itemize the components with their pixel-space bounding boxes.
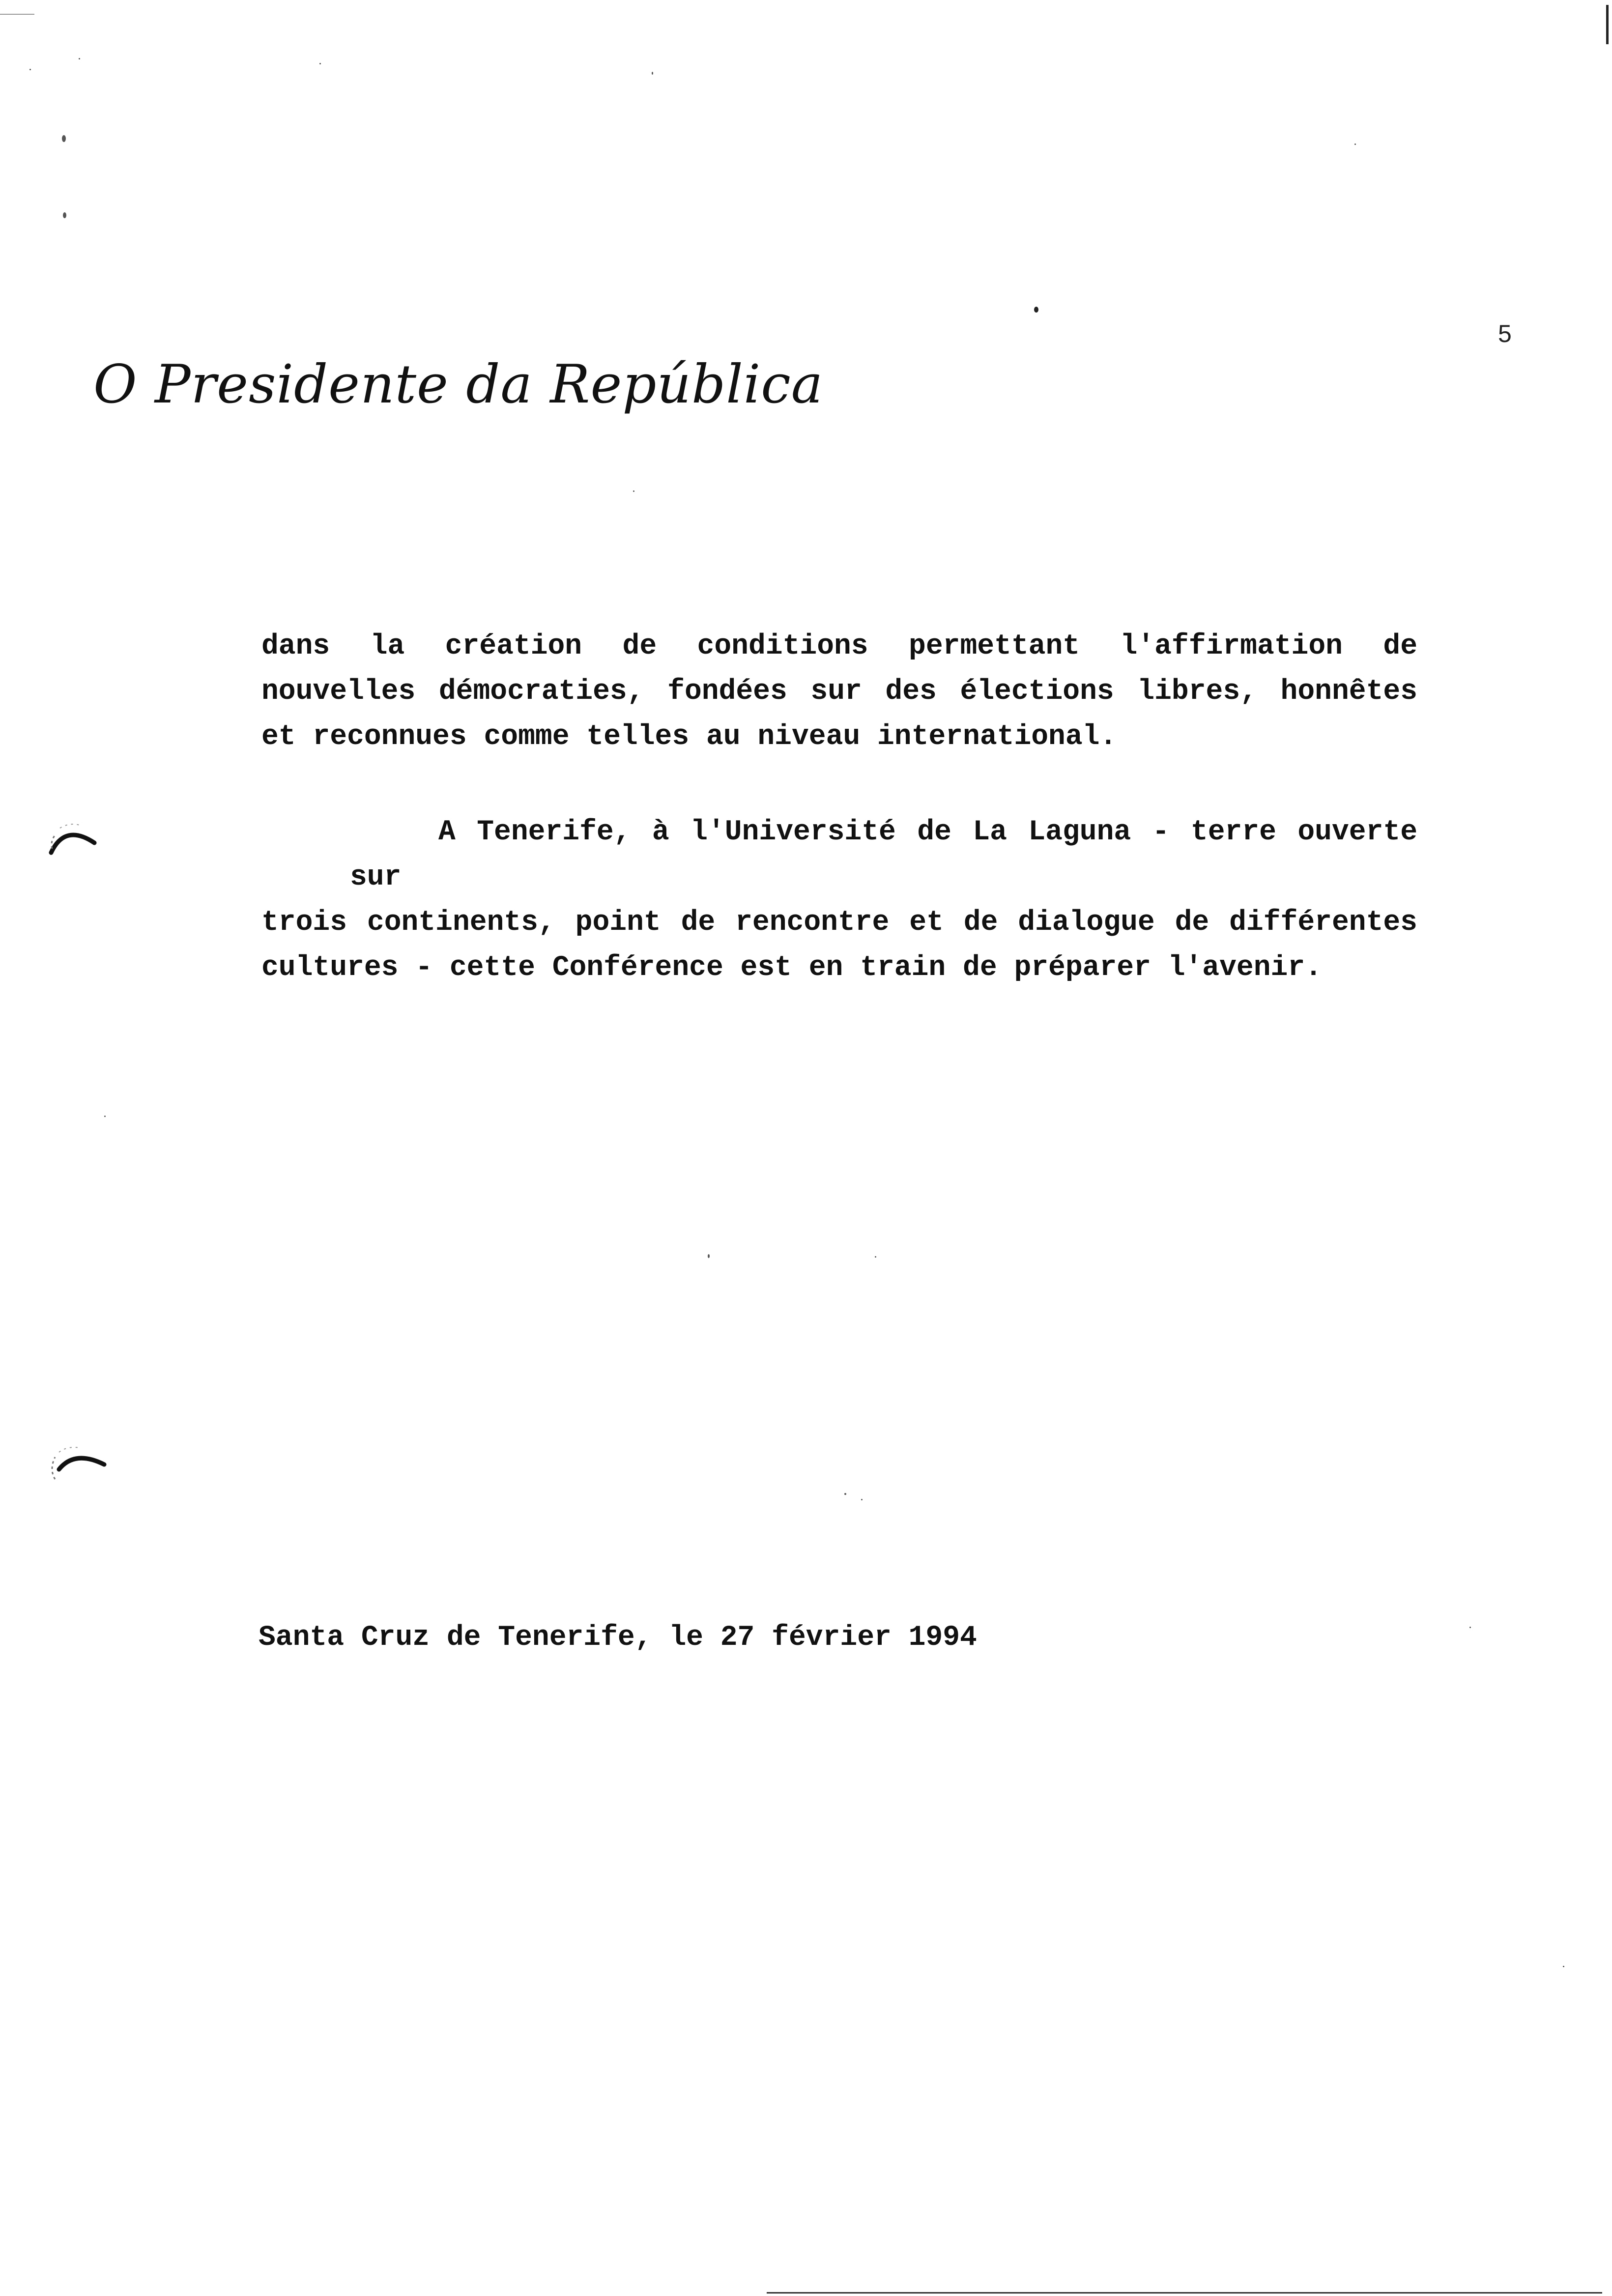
scan-speck bbox=[861, 1499, 863, 1500]
paragraph-1 bbox=[261, 624, 1417, 760]
paragraph-2-line-1: A Tenerife, à l'Université de La Laguna - terre ouverte sur bbox=[350, 816, 1417, 893]
scan-speck bbox=[63, 212, 66, 218]
scan-speck bbox=[62, 135, 66, 142]
scan-speck bbox=[1469, 1627, 1471, 1628]
scan-speck bbox=[708, 1254, 710, 1258]
paragraph-2-line-3: cultures - cette Conférence est en train de préparer l'avenir. bbox=[261, 952, 1322, 984]
closing-place-date: Santa Cruz de Tenerife, le 27 février 1994 bbox=[259, 1622, 977, 1654]
scan-speck bbox=[844, 1493, 846, 1495]
scan-speck bbox=[633, 490, 634, 492]
punch-hole-mark-icon bbox=[45, 813, 104, 867]
paragraph-1-line-1: dans la création de conditions permettant l'affirmation de bbox=[261, 631, 1417, 662]
punch-hole-mark-icon bbox=[45, 1435, 109, 1489]
paragraph-1-line-2: nouvelles démocraties, fondées sur des élections libres, honnêtes bbox=[261, 676, 1417, 708]
scan-artifact-top-rule bbox=[0, 14, 34, 15]
scan-speck bbox=[29, 69, 31, 70]
paragraph-2-line-2: trois continents, point de rencontre et de dialogue de différentes bbox=[261, 907, 1417, 939]
scan-speck bbox=[875, 1256, 876, 1258]
scan-artifact-bottom-rule bbox=[767, 2292, 1602, 2294]
scan-speck bbox=[104, 1116, 106, 1117]
scan-speck bbox=[652, 72, 653, 75]
scan-speck bbox=[1354, 144, 1356, 145]
scan-speck bbox=[79, 58, 80, 59]
paragraph-2 bbox=[261, 810, 1417, 991]
paragraph-1-line-3: et reconnues comme telles au niveau international. bbox=[261, 721, 1117, 753]
letterhead-title: O Presidente da República bbox=[93, 354, 824, 415]
page-number: 5 bbox=[1498, 320, 1512, 347]
scan-speck bbox=[319, 63, 321, 64]
scan-speck bbox=[1034, 307, 1038, 313]
scan-speck bbox=[1563, 1966, 1564, 1967]
scan-artifact-edge-mark bbox=[1606, 5, 1609, 44]
